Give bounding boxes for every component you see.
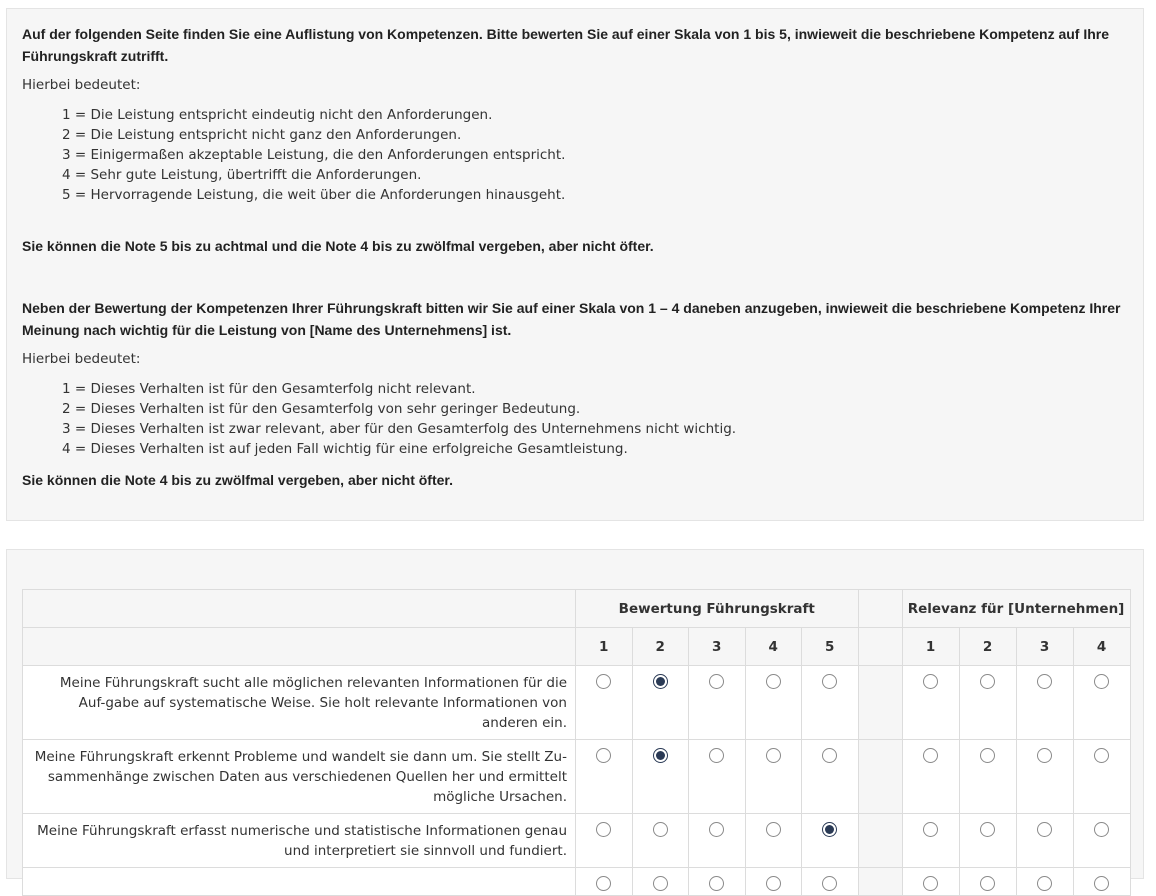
relevance-4-radio[interactable] xyxy=(1094,822,1109,837)
matrix-row xyxy=(23,666,1131,740)
row-gap xyxy=(858,814,902,868)
relevance-4-radio[interactable] xyxy=(1094,674,1109,689)
rating-1-cell xyxy=(576,814,633,868)
header-gap xyxy=(858,590,902,628)
rating-column-header: 3 xyxy=(689,628,746,666)
instructions-paragraph-2: Neben der Bewertung der Kompetenzen Ihrer Führungskraft bitten wir Sie auf einer Skala von 1 – 4 daneben anzugeben, inwieweit die beschriebene Kompetenz Ihrer Meinung nach wichtig für die Leistung von [Name des Unternehmens] ist. xyxy=(22,300,1121,338)
relevance-2-radio[interactable] xyxy=(980,822,995,837)
group-header-rating: Bewertung Führungskraft xyxy=(576,590,859,628)
relevance-3-radio[interactable] xyxy=(1037,674,1052,689)
header-blank xyxy=(23,590,576,628)
column-header-gap xyxy=(858,628,902,666)
rating-4-radio[interactable] xyxy=(766,876,781,891)
rating-5-radio[interactable] xyxy=(822,674,837,689)
rating-4-cell xyxy=(745,868,802,896)
rating-column-header: 2 xyxy=(632,628,689,666)
column-header-blank xyxy=(23,628,576,666)
rating-scale-item: 2 = Die Leistung entspricht nicht ganz den Anforderungen. xyxy=(62,127,462,143)
rating-1-cell xyxy=(576,868,633,896)
rating-scale-list xyxy=(22,105,1128,205)
relevance-2-cell xyxy=(959,814,1016,868)
rating-1-radio[interactable] xyxy=(596,876,611,891)
relevance-scale-item: 2 = Dieses Verhalten ist für den Gesamterfolg von sehr geringer Bedeutung. xyxy=(62,401,581,417)
relevance-column-header: 3 xyxy=(1016,628,1073,666)
meaning-label: Hierbei bedeutet: xyxy=(22,351,141,367)
relevance-3-cell xyxy=(1016,666,1073,740)
rating-2-cell xyxy=(632,666,689,740)
relevance-2-cell xyxy=(959,740,1016,814)
row-gap xyxy=(858,868,902,896)
rating-3-cell xyxy=(689,666,746,740)
rating-scale-item: 4 = Sehr gute Leistung, übertrifft die Anforderungen. xyxy=(62,167,422,183)
rating-2-radio[interactable] xyxy=(653,876,668,891)
group-header-relevance: Relevanz für [Unternehmen] xyxy=(902,590,1130,628)
rating-4-cell xyxy=(745,740,802,814)
rating-2-radio[interactable] xyxy=(653,822,668,837)
rating-3-radio[interactable] xyxy=(709,674,724,689)
relevance-1-cell xyxy=(902,814,959,868)
relevance-3-radio[interactable] xyxy=(1037,822,1052,837)
rating-3-cell xyxy=(689,740,746,814)
relevance-1-cell xyxy=(902,666,959,740)
rating-5-cell xyxy=(802,666,859,740)
instructions-panel xyxy=(6,8,1144,521)
relevance-1-cell xyxy=(902,740,959,814)
relevance-1-radio[interactable] xyxy=(923,748,938,763)
relevance-2-radio[interactable] xyxy=(980,674,995,689)
rating-1-radio[interactable] xyxy=(596,674,611,689)
relevance-4-cell xyxy=(1073,666,1130,740)
rating-4-radio[interactable] xyxy=(766,674,781,689)
rating-4-radio[interactable] xyxy=(766,748,781,763)
rating-column-header: 1 xyxy=(576,628,633,666)
relevance-scale-item: 3 = Dieses Verhalten ist zwar relevant, aber für den Gesamterfolg des Unternehmens nicht wichtig. xyxy=(62,421,737,437)
rating-1-cell xyxy=(576,666,633,740)
rating-5-radio[interactable] xyxy=(822,748,837,763)
rating-matrix xyxy=(22,589,1131,896)
relevance-1-cell xyxy=(902,868,959,896)
matrix-row xyxy=(23,814,1131,868)
relevance-column-header: 2 xyxy=(959,628,1016,666)
relevance-2-cell xyxy=(959,868,1016,896)
relevance-2-radio[interactable] xyxy=(980,876,995,891)
rating-3-radio[interactable] xyxy=(709,748,724,763)
relevance-4-cell xyxy=(1073,868,1130,896)
rating-1-radio[interactable] xyxy=(596,748,611,763)
relevance-1-radio[interactable] xyxy=(923,674,938,689)
rating-3-cell xyxy=(689,868,746,896)
rating-column-header: 5 xyxy=(802,628,859,666)
competency-statement: Meine Führungskraft erkennt Probleme und wandelt sie dann um. Sie stellt Zu-sammenhänge zwischen Daten aus verschiedenen Quellen her und ermittelt mögliche Ursachen. xyxy=(23,740,576,814)
relevance-4-cell xyxy=(1073,814,1130,868)
rating-scale-item: 1 = Die Leistung entspricht eindeutig nicht den Anforderungen. xyxy=(62,107,493,123)
instructions-paragraph-1: Auf der folgenden Seite finden Sie eine Auflistung von Kompetenzen. Bitte bewerten Sie auf einer Skala von 1 bis 5, inwieweit die beschriebene Kompetenz auf Ihre Führungskraft zutrifft. xyxy=(22,26,1110,64)
relevance-column-header: 4 xyxy=(1073,628,1130,666)
rating-2-cell xyxy=(632,868,689,896)
relevance-3-radio[interactable] xyxy=(1037,876,1052,891)
competency-statement: Meine Führungskraft erfasst numerische und statistische Informationen genau und interpretiert sie sinnvoll und fundiert. xyxy=(23,814,576,868)
relevance-3-cell xyxy=(1016,740,1073,814)
rating-scale-item: 3 = Einigermaßen akzeptable Leistung, die den Anforderungen entspricht. xyxy=(62,147,566,163)
rating-3-cell xyxy=(689,814,746,868)
relevance-scale-item: 4 = Dieses Verhalten ist auf jeden Fall wichtig für eine erfolgreiche Gesamtleistung. xyxy=(62,441,628,457)
relevance-1-radio[interactable] xyxy=(923,822,938,837)
relevance-4-radio[interactable] xyxy=(1094,876,1109,891)
rating-limit-note: Sie können die Note 5 bis zu achtmal und die Note 4 bis zu zwölfmal vergeben, aber nicht öfter. xyxy=(22,238,654,254)
rating-4-cell xyxy=(745,814,802,868)
rating-4-cell xyxy=(745,666,802,740)
rating-scale-item: 5 = Hervorragende Leistung, die weit über die Anforderungen hinausgeht. xyxy=(62,187,566,203)
competency-statement xyxy=(23,868,576,896)
competency-statement: Meine Führungskraft sucht alle möglichen relevanten Informationen für die Auf-gabe auf systematische Weise. Sie holt relevante Informationen von anderen ein. xyxy=(23,666,576,740)
relevance-3-cell xyxy=(1016,868,1073,896)
relevance-column-header: 1 xyxy=(902,628,959,666)
rating-2-cell xyxy=(632,814,689,868)
rating-2-radio[interactable] xyxy=(653,748,668,763)
matrix-row xyxy=(23,740,1131,814)
rating-5-radio[interactable] xyxy=(822,876,837,891)
relevance-4-radio[interactable] xyxy=(1094,748,1109,763)
relevance-scale-item: 1 = Dieses Verhalten ist für den Gesamterfolg nicht relevant. xyxy=(62,381,476,397)
matrix-row xyxy=(23,868,1131,896)
relevance-3-cell xyxy=(1016,814,1073,868)
relevance-1-radio[interactable] xyxy=(923,876,938,891)
rating-2-radio[interactable] xyxy=(653,674,668,689)
relevance-4-cell xyxy=(1073,740,1130,814)
rating-2-cell xyxy=(632,740,689,814)
rating-3-radio[interactable] xyxy=(709,876,724,891)
row-gap xyxy=(858,740,902,814)
rating-3-radio[interactable] xyxy=(709,822,724,837)
rating-5-radio[interactable] xyxy=(822,822,837,837)
rating-5-cell xyxy=(802,740,859,814)
rating-1-radio[interactable] xyxy=(596,822,611,837)
rating-1-cell xyxy=(576,740,633,814)
relevance-3-radio[interactable] xyxy=(1037,748,1052,763)
meaning-label: Hierbei bedeutet: xyxy=(22,77,141,93)
survey-panel xyxy=(6,549,1144,879)
relevance-scale-list xyxy=(22,379,1128,459)
rating-5-cell xyxy=(802,868,859,896)
rating-column-header: 4 xyxy=(745,628,802,666)
relevance-2-cell xyxy=(959,666,1016,740)
rating-4-radio[interactable] xyxy=(766,822,781,837)
rating-5-cell xyxy=(802,814,859,868)
relevance-limit-note: Sie können die Note 4 bis zu zwölfmal vergeben, aber nicht öfter. xyxy=(22,472,453,488)
row-gap xyxy=(858,666,902,740)
relevance-2-radio[interactable] xyxy=(980,748,995,763)
